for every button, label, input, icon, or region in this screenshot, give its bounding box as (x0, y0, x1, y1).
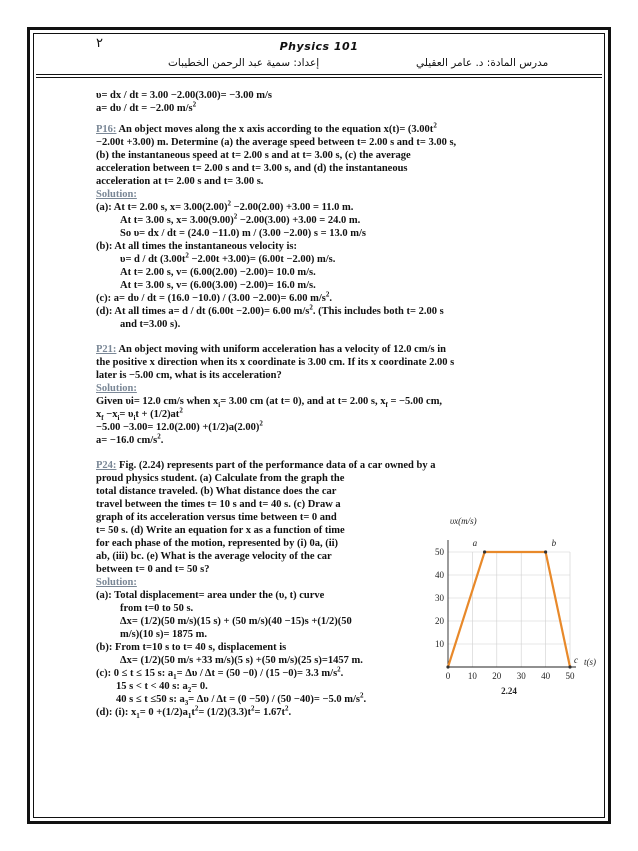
p16-solution-line: So υ= dx / dt = (24.0 −11.0) m / (3.00 −2.00) s = 13.0 m/s (120, 228, 366, 239)
y-tick-label: 50 (435, 547, 444, 557)
header-rule-top (36, 74, 602, 75)
y-tick-label: 40 (435, 570, 444, 580)
p24-question-line: for each phase of the motion, represented by (i) 0a, (ii) (96, 538, 339, 549)
chart-series (446, 550, 571, 668)
data-point (446, 665, 449, 668)
y-tick-label: 20 (435, 616, 444, 626)
p21-question-line: later is −5.00 cm, what is its acceleration? (96, 370, 282, 381)
teacher-name: مدرس المادة: د. عامر العقيلي (416, 57, 549, 69)
p21-solution-title: Solution: (96, 383, 137, 394)
point-label: b (551, 538, 557, 548)
course-title: Physics 101 (279, 40, 359, 53)
p21-solution-line: $x_f -x_i= \upsilon_it + (1/2)at^2$ (96, 406, 183, 423)
x-tick-label: 50 (565, 671, 575, 681)
prepared-by: إعداد: سمية عبد الرحمن الخطيبات (168, 57, 320, 69)
velocity-line (448, 552, 570, 667)
p24-solution-line: from t=0 to 50 s. (120, 603, 194, 614)
p24-solution-line: m/s)(10 s)= 1875 m. (120, 629, 208, 640)
p16-solution-line: (b): At all times the instantaneous velocity is: (96, 241, 297, 252)
y-tick-label: 30 (435, 593, 444, 603)
p24-question-line: ab, (iii) bc. (e) What is the average velocity of the car (96, 551, 332, 562)
p16-solution-line: (d): At all times a= d / dt (6.00t −2.00)= 6.00 $m/s^2$. (This includes both t= 2.00 s (96, 303, 444, 317)
chart-ticks (435, 547, 575, 681)
p24-question-line: graph of its acceleration versus time between t= 0 and (96, 512, 337, 523)
p24-solution-line: (d): (i): $x_1= 0 +(1/2)a_1t^2= (1/2)(3.3)t^2= 1.67t^2$. (96, 704, 292, 721)
page-number: ٢ (96, 36, 103, 51)
p16-question-line: acceleration between t= 2.00 s and t= 3.00 s, and (d) the instantaneous (96, 163, 408, 174)
p16-question-line: −2.00t +3.00) m. Determine (a) the average speed between t= 2.00 s and t= 3.00 s, (96, 137, 457, 148)
p16-solution-title: Solution: (96, 189, 137, 200)
p24-question: P24: Fig. (2.24) represents part of the performance data of a car owned by a (96, 460, 436, 471)
x-tick-label: 0 (445, 671, 451, 681)
p16-solution-line: υ= d / dt $(3.00t^2 -2.00t +3.00)= (6.00t -2.00)$ m/s. (120, 251, 336, 265)
p24-question-line: travel between the times t= 10 s and t= 40 s. (c) Draw a (96, 499, 341, 510)
data-point (544, 550, 547, 553)
p24-question-line: t= 50 s. (d) Write an equation for x as a function of time (96, 525, 345, 536)
header-rule-bottom (36, 77, 602, 78)
chart-labels (450, 516, 596, 696)
p21-solution-line: Given υi= 12.0 cm/s when $x_i= 3.00$ cm (at t= 0), and at t= 2.00 s, $x_f = -5.00$ cm, (96, 396, 443, 410)
point-label: a (472, 538, 478, 548)
x-tick-label: 40 (541, 671, 551, 681)
p24-solution-line: 15 s < t < 40 s: $a_2= 0$. (116, 681, 208, 695)
acceleration-result: a= dυ / dt = −2.00 $m/s^2$ (96, 100, 197, 114)
p24-solution-line: (c): 0 ≤ t ≤ 15 s: $a_1= \Delta\upsilon / \Delta t = (50 -0) / (15 -0)= 3.3$ $m/s^2$. (96, 665, 344, 682)
p24-solution-line: (a): Total displacement= area under the (υ, t) curve (96, 590, 325, 601)
y-tick-label: 10 (435, 639, 444, 649)
p21-solution-line: $-5.00 -3.00= 12.0(2.00) +(1/2)a(2.00)^2$ (96, 419, 263, 433)
p16-solution-line: At t= 2.00 s, v= (6.00(2.00) −2.00)= 10.0 m/s. (120, 267, 316, 278)
p21-solution-line: a= −16.0 $cm/s^2$. (96, 432, 164, 446)
p24-question-line: proud physics student. (a) Calculate from the graph the (96, 473, 345, 484)
p16-solution-line: (c): a= dυ / dt = (16.0 −10.0) / (3.00 −2.00)= 6.00 $m/s^2$. (96, 290, 333, 304)
p16-solution-line: At t= 3.00 s, v= (6.00(3.00) −2.00)= 16.0 m/s. (120, 280, 316, 291)
p16-solution-line: and t=3.00 s). (120, 319, 181, 330)
x-tick-label: 30 (516, 671, 526, 681)
velocity-time-chart (418, 512, 598, 702)
p24-solution-title: Solution: (96, 577, 137, 588)
p16-question-line: (b) the instantaneous speed at t= 2.00 s and at t= 3.00 s, (c) the average (96, 150, 411, 161)
x-tick-label: 10 (467, 671, 477, 681)
x-tick-label: 20 (492, 671, 502, 681)
p16-solution-line: At t= 3.00 s, $x= 3.00(9.00)^2 -2.00(3.00) +3.00 = 24.0$ m. (120, 212, 361, 226)
p24-solution-line: Δx= (1/2)(50 m/s)(15 s) + (50 m/s)(40 −15)s +(1/2)(50 (120, 616, 352, 627)
p21-label: P21: (96, 344, 117, 355)
point-label: c (574, 655, 578, 665)
p24-label: P24: (96, 460, 117, 471)
data-point (483, 550, 486, 553)
p24-solution-line: Δx= (1/2)(50 m/s +33 m/s)(5 s) +(50 m/s)(25 s)=1457 m. (120, 655, 363, 666)
y-axis-label: υx(m/s) (450, 516, 477, 526)
p16-question-line: acceleration at t= 2.00 s and t= 3.00 s. (96, 176, 264, 187)
p24-question-line: between t= 0 and t= 50 s? (96, 564, 210, 575)
figure-caption: 2.24 (501, 686, 517, 696)
x-axis-label: t(s) (584, 657, 596, 667)
p21-question-line: the positive x direction when its x coordinate is 3.00 cm. If its x coordinate 2.00 s (96, 357, 455, 368)
p24-question-line: total distance traveled. (b) What distance does the car (96, 486, 337, 497)
p24-solution-line: 40 s ≤ t ≤50 s: $a_3= \Delta\upsilon / \Delta t = (0 -50) / (50 -40)= -5.0$ $m/s^2$. (116, 691, 367, 708)
p16-label: P16: (96, 124, 117, 135)
data-point (568, 665, 571, 668)
velocity-result: υ= dx / dt = 3.00 −2.00(3.00)= −3.00 m/s (96, 90, 272, 101)
p24-solution-line: (b): From t=10 s to t= 40 s, displacement is (96, 642, 287, 653)
p21-question: P21: An object moving with uniform acceleration has a velocity of 12.0 cm/s in (96, 344, 446, 355)
p16-question: P16: An object moves along the x axis according to the equation $x(t)= (3.00t^2$ (96, 121, 437, 135)
p16-solution-line: (a): At t= 2.00 s, $x= 3.00(2.00)^2 -2.00(2.00) +3.00 = 11.0$ m. (96, 199, 354, 213)
